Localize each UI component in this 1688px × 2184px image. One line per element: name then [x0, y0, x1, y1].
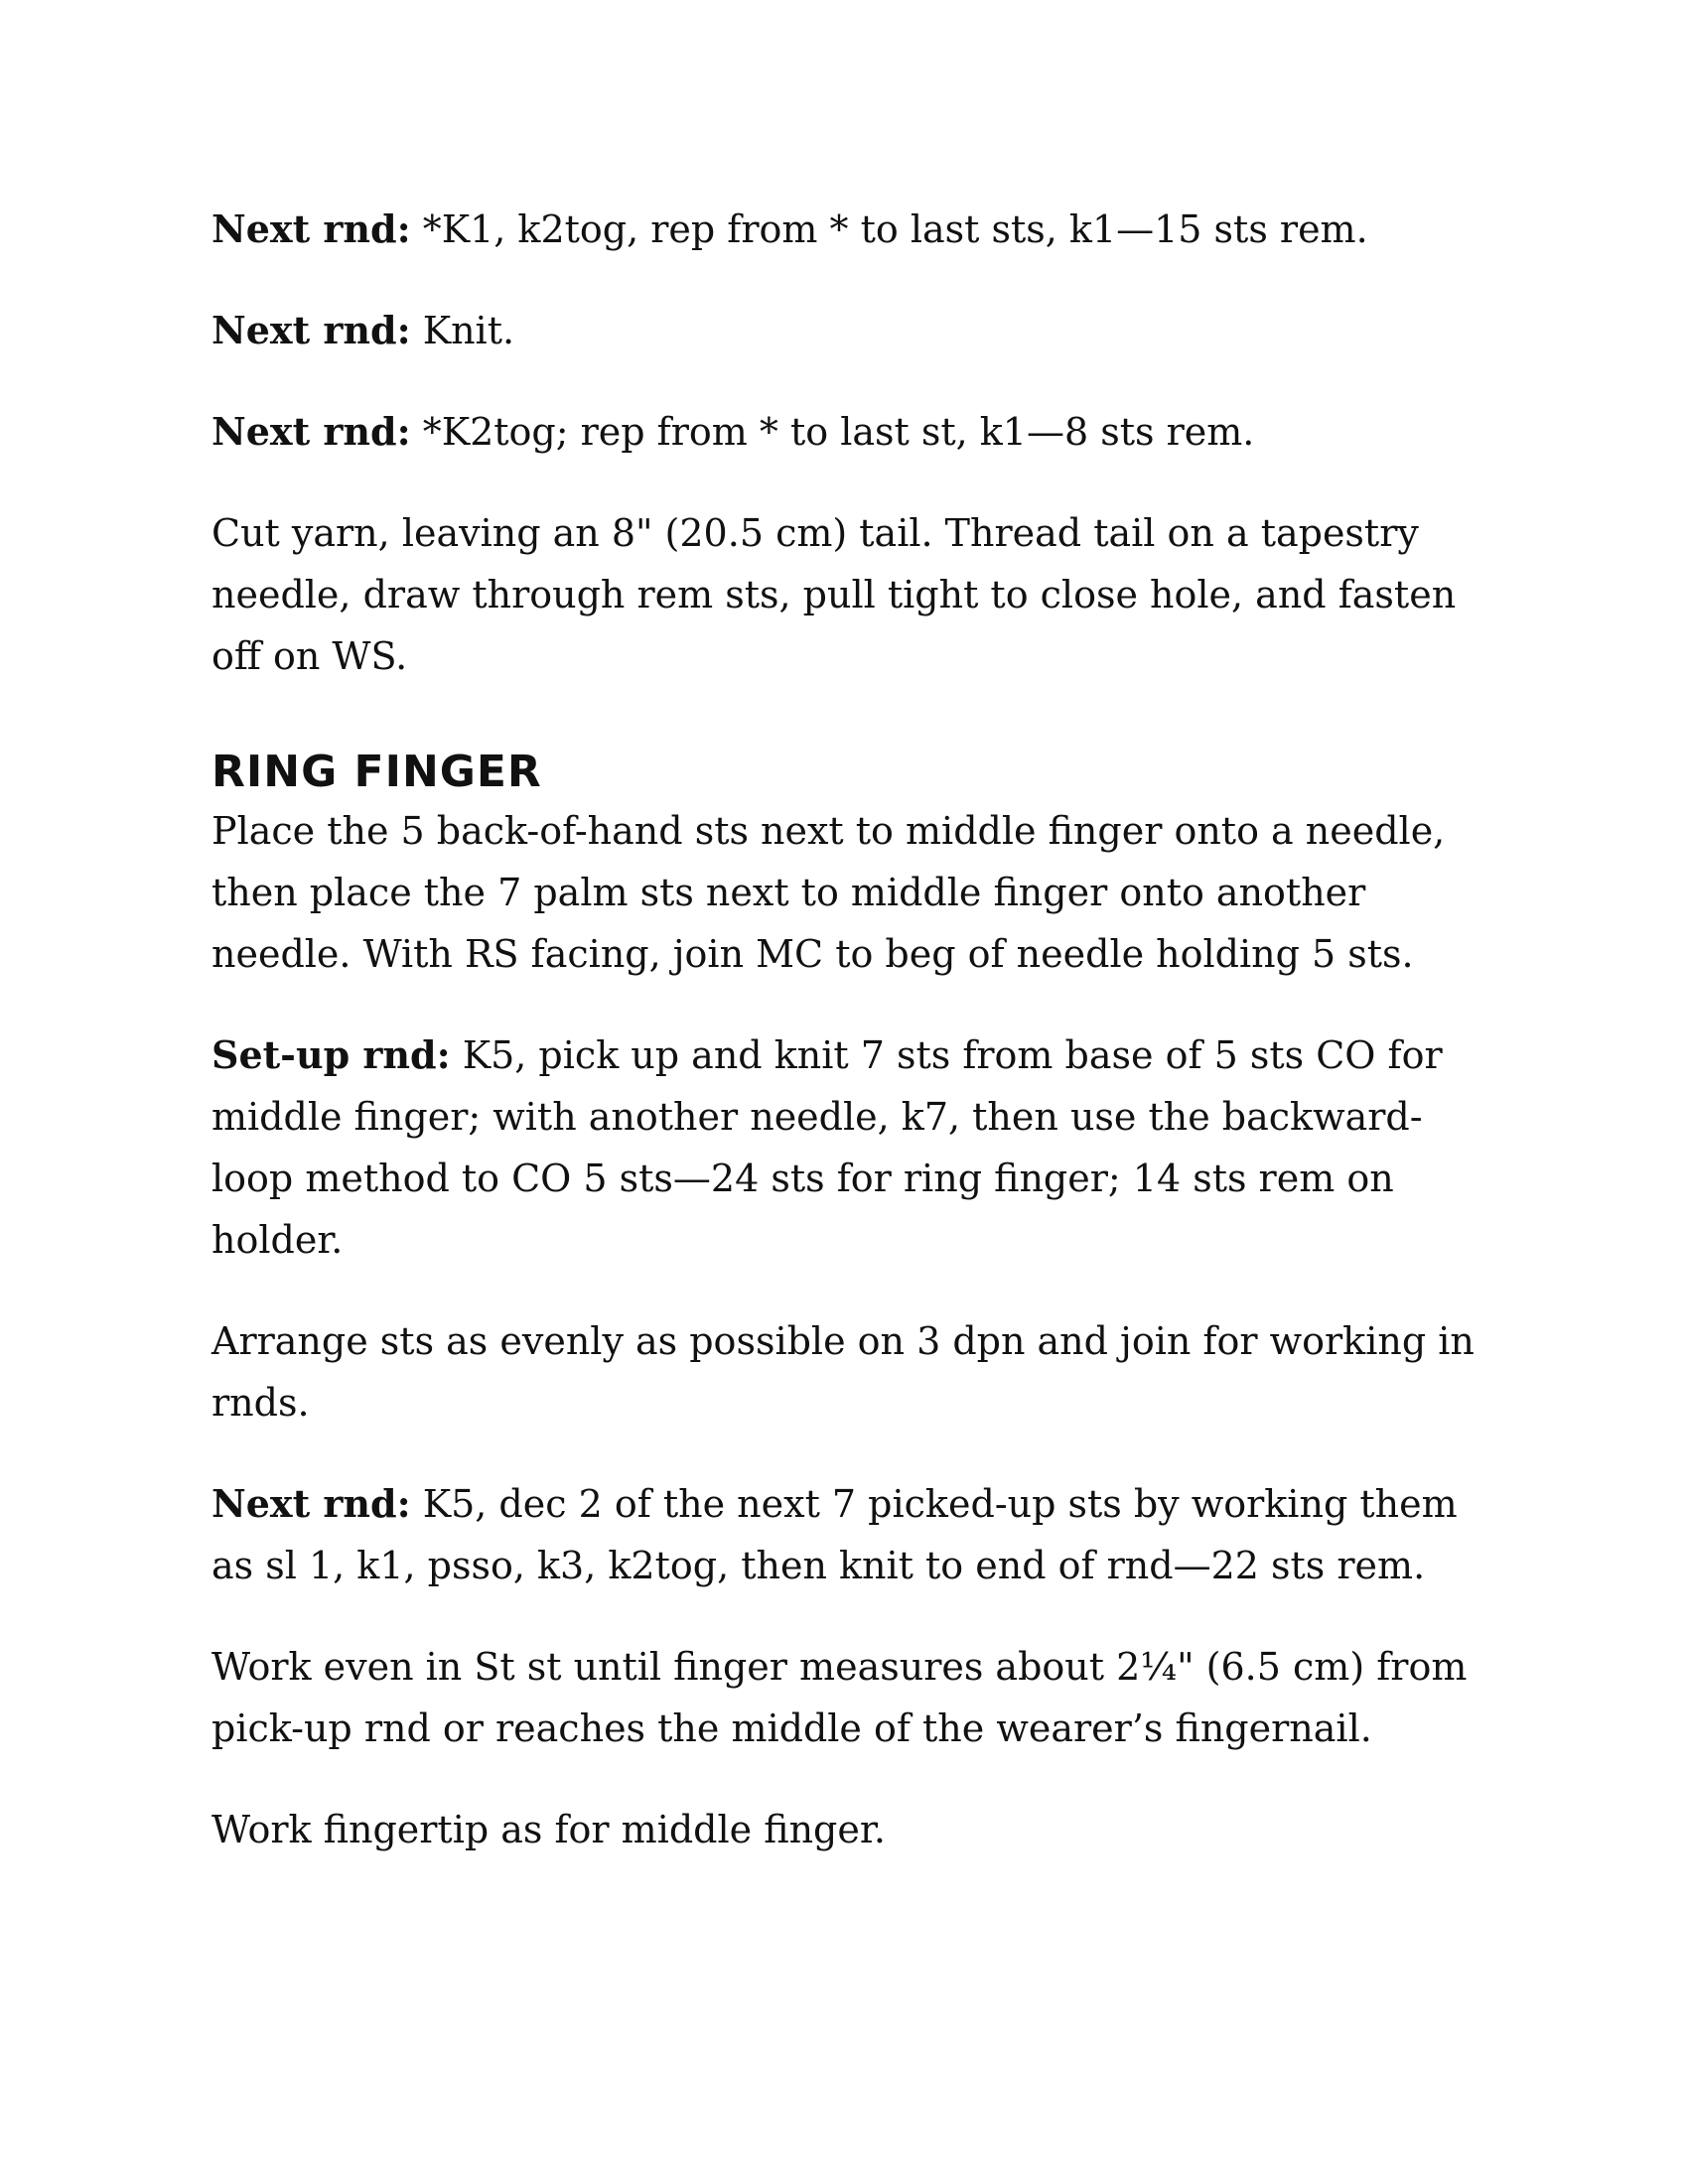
instruction-next-rnd-dec [211, 1473, 1502, 1596]
instruction-work-fingertip: Work fingertip as for middle finger. [211, 1808, 886, 1851]
instruction-text: *K1, k2tog, rep from * to last sts, k1—15 sts rem. [410, 207, 1368, 251]
instruction-set-up-rnd [211, 1024, 1502, 1271]
instruction-next-rnd-3 [211, 401, 1502, 463]
instruction-work-even: Work even in St st until finger measures about 2¼" (6.5 cm) from pick-up rnd or reaches the middle of the wearer’s fingernail. [211, 1645, 1468, 1750]
instruction-label: Next rnd: [211, 206, 411, 251]
instruction-label: Set-up rnd: [211, 1032, 451, 1077]
instruction-arrange-sts: Arrange sts as evenly as possible on 3 dpn and join for working in rnds. [211, 1319, 1475, 1425]
instruction-label: Next rnd: [211, 409, 411, 454]
instruction-text: Knit. [410, 309, 515, 352]
instruction-text: K5, dec 2 of the next 7 picked-up sts by working them as sl 1, k1, psso, k3, k2tog, then knit to end of rnd—22 sts rem. [211, 1482, 1458, 1587]
document-page [211, 199, 1502, 1900]
instruction-cut-yarn: Cut yarn, leaving an 8" (20.5 cm) tail. Thread tail on a tapestry needle, draw through rem sts, pull tight to close hole, and fasten off on WS. [211, 511, 1457, 678]
instruction-next-rnd-2 [211, 300, 1502, 361]
instruction-text: K5, pick up and knit 7 sts from base of 5 sts CO for middle finger; with another needle, k7, then use the backward-loop method to CO 5 sts—24 sts for ring finger; 14 sts rem on holder. [211, 1033, 1443, 1262]
instruction-label: Next rnd: [211, 1481, 411, 1526]
instruction-next-rnd-1 [211, 199, 1502, 260]
instruction-place-sts: Place the 5 back-of-hand sts next to middle finger onto a needle, then place the 7 palm sts next to middle finger onto another needle. With RS facing, join MC to beg of needle holding 5 sts. [211, 809, 1446, 976]
section-heading-ring-finger: RING FINGER [211, 747, 542, 797]
instruction-label: Next rnd: [211, 308, 411, 352]
instruction-text: *K2tog; rep from * to last st, k1—8 sts rem. [410, 410, 1255, 454]
